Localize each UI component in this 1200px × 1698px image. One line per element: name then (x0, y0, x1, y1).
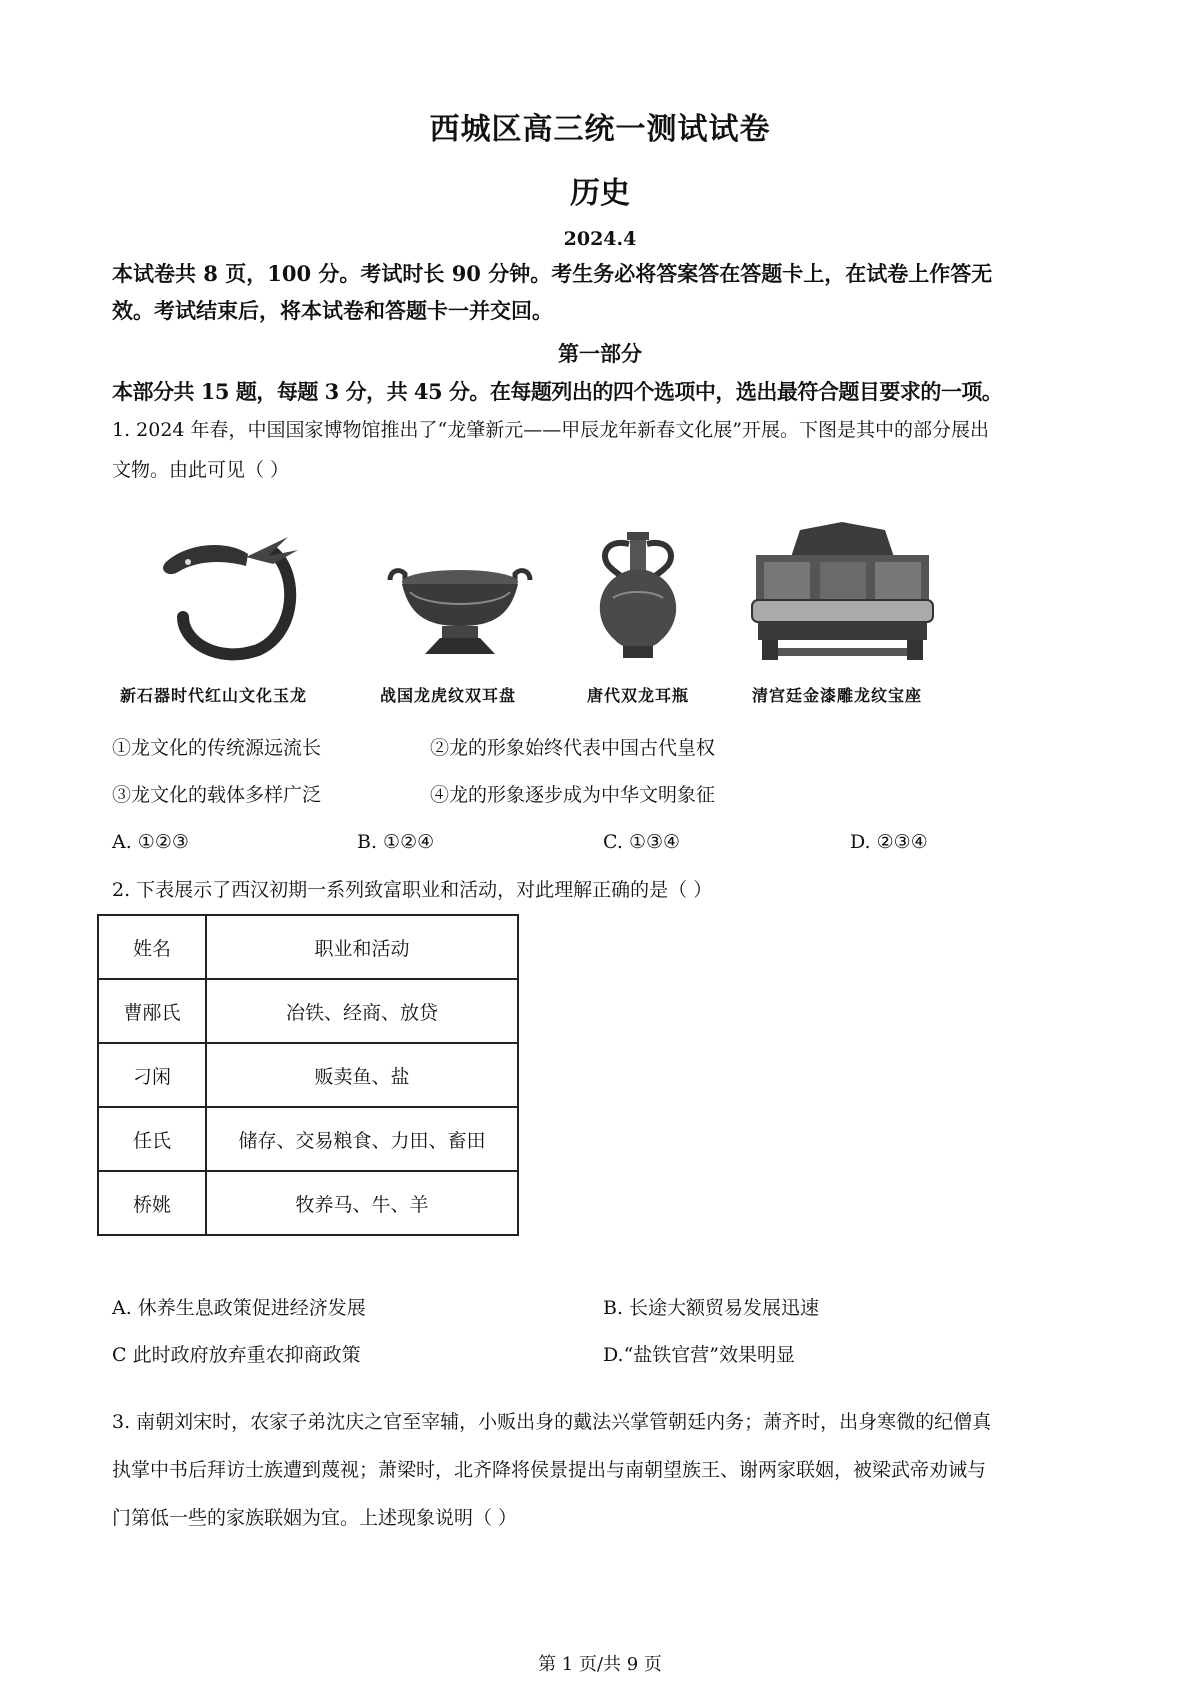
table-row (98, 979, 518, 1043)
statement-3: ③龙文化的载体多样广泛 (112, 784, 322, 806)
wealth-table (97, 914, 519, 1236)
question-3-stem (112, 1398, 1097, 1542)
subject-title: 历史 (570, 176, 630, 211)
table-cell: 贩卖鱼、盐 (206, 1043, 518, 1107)
q1-option-d: D. ②③④ (850, 831, 928, 853)
stem-line: 执掌中书后拜访士族遭到蔑视；萧梁时，北齐降将侯景提出与南朝望族王、谢两家联姻，被梁武帝劝诫与 (112, 1459, 987, 1481)
statement-4: ④龙的形象逐步成为中华文明象征 (430, 784, 716, 806)
table-cell: 任氏 (98, 1107, 206, 1171)
question-1-stem (112, 410, 1097, 490)
table-header-cell: 职业和活动 (206, 915, 518, 979)
table-cell: 曹邴氏 (98, 979, 206, 1043)
table-row (98, 1107, 518, 1171)
table-cell: 牧养马、牛、羊 (206, 1171, 518, 1235)
caption-jade-dragon: 新石器时代红山文化玉龙 (120, 686, 308, 705)
part-description: 本部分共 15 题，每题 3 分，共 45 分。在每题列出的四个选项中，选出最符合题目要求的一项。 (112, 379, 1003, 404)
part-heading: 第一部分 (558, 341, 642, 366)
q2-option-d: D.“盐铁官营”效果明显 (603, 1344, 796, 1366)
table-cell: 桥姚 (98, 1171, 206, 1235)
stem-line: 文物。由此可见（ ） (112, 459, 290, 481)
caption-ear-plate: 战国龙虎纹双耳盘 (380, 686, 517, 705)
statement-1: ①龙文化的传统源远流长 (112, 737, 322, 759)
exam-date: 2024.4 (563, 228, 637, 250)
jade-dragon-image (148, 532, 323, 662)
caption-dragon-vase: 唐代双龙耳瓶 (587, 686, 690, 705)
golden-throne-image (750, 520, 935, 665)
table-header-row (98, 915, 518, 979)
q2-option-a: A. 休养生息政策促进经济发展 (112, 1297, 366, 1319)
table-cell: 储存、交易粮食、力田、畜田 (206, 1107, 518, 1171)
table-cell: 冶铁、经商、放贷 (206, 979, 518, 1043)
double-ear-plate-image (380, 548, 540, 660)
question-2-stem: 2. 下表展示了西汉初期一系列致富职业和活动，对此理解正确的是（ ） (112, 879, 713, 901)
exam-title: 西城区高三统一测试试卷 (429, 112, 771, 147)
instructions (112, 255, 1097, 329)
instruction-line: 本试卷共 8 页，100 分。考试时长 90 分钟。考生务必将答案答在答题卡上，在试卷上作答无 (112, 261, 993, 286)
stem-line: 1. 2024 年春，中国国家博物馆推出了“龙肇新元——甲辰龙年新春文化展”开展。下图是其中的部分展出 (112, 419, 989, 441)
stem-line: 3. 南朝刘宋时，农家子弟沈庆之官至宰辅，小贩出身的戴法兴掌管朝廷内务；萧齐时，出身寒微的纪僧真 (112, 1411, 992, 1433)
page-number: 第 1 页/共 9 页 (538, 1654, 662, 1675)
table-header-cell: 姓名 (98, 915, 206, 979)
q1-option-a: A. ①②③ (112, 831, 189, 853)
statement-2: ②龙的形象始终代表中国古代皇权 (430, 737, 716, 759)
table-row (98, 1043, 518, 1107)
stem-line: 门第低一些的家族联姻为宜。上述现象说明（ ） (112, 1507, 518, 1529)
caption-throne: 清宫廷金漆雕龙纹宝座 (752, 686, 923, 705)
table-row (98, 1171, 518, 1235)
q2-option-c: C 此时政府放弃重农抑商政策 (112, 1344, 361, 1366)
instruction-line: 效。考试结束后，将本试卷和答题卡一并交回。 (112, 298, 553, 323)
table-cell: 刁闲 (98, 1043, 206, 1107)
q1-option-c: C. ①③④ (603, 831, 681, 853)
q2-option-b: B. 长途大额贸易发展迅速 (603, 1297, 820, 1319)
q1-option-b: B. ①②④ (357, 831, 435, 853)
double-dragon-vase-image (585, 528, 690, 660)
